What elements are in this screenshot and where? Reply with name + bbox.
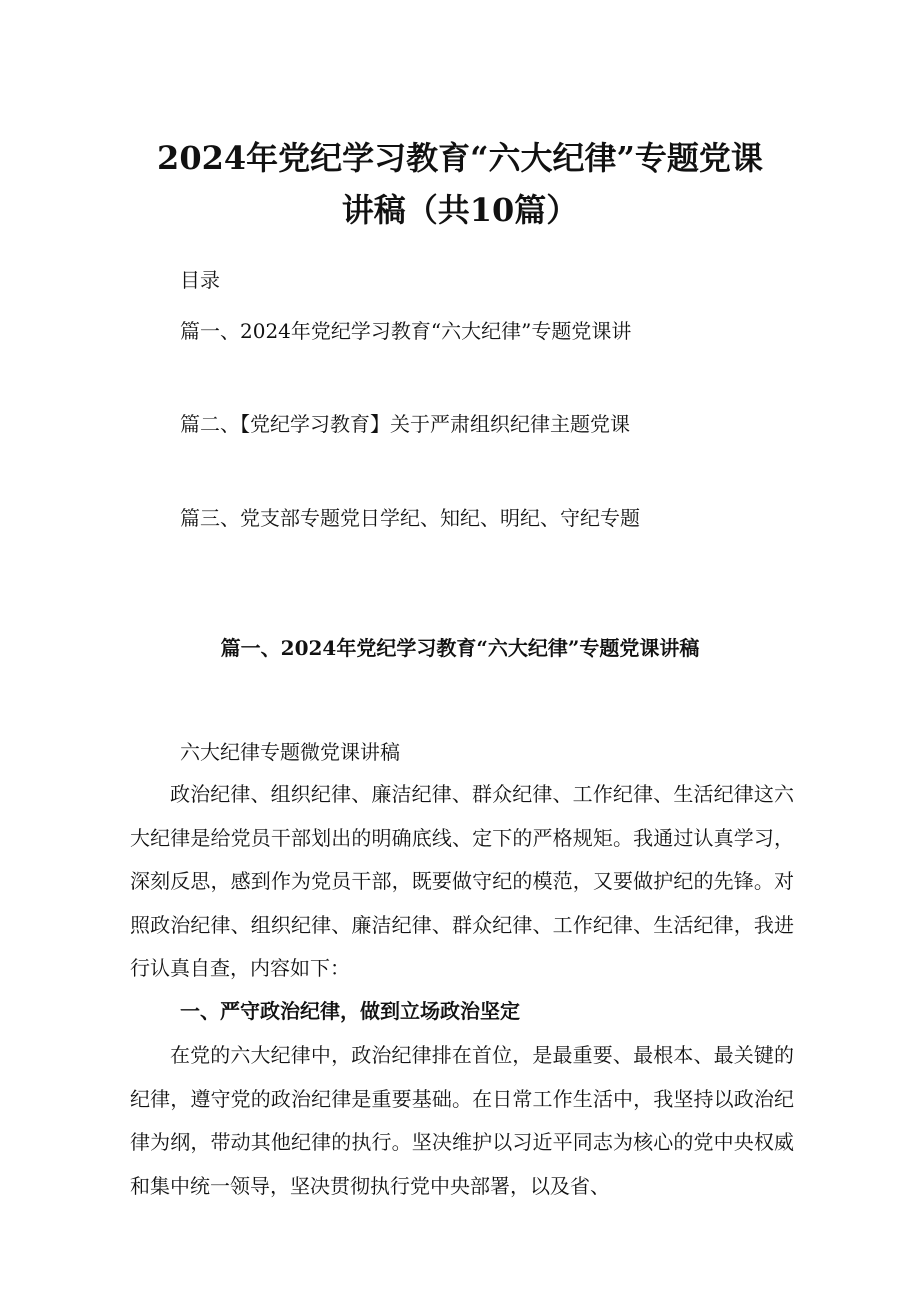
toc-heading: 目录 [180, 268, 220, 292]
document-title [120, 132, 800, 236]
toc-item: 篇一、2024年党纪学习教育“六大纪律”专题党课讲 [180, 319, 632, 343]
section-subtitle: 六大纪律专题微党课讲稿 [180, 740, 400, 764]
body-paragraph: 政治纪律、组织纪律、廉洁纪律、群众纪律、工作纪律、生活纪律这六大纪律是给党员干部划出的明确底线、定下的严格规矩。我通过认真学习，深刻反思，感到作为党员干部，既要做守纪的模范，又要做护纪的先锋。对照政治纪律、组织纪律、廉洁纪律、群众纪律、工作纪律、生活纪律，我进行认真自查，内容如下： [130, 782, 794, 980]
body-paragraph: 在党的六大纪律中，政治纪律排在首位，是最重要、最根本、最关键的纪律，遵守党的政治纪律是重要基础。在日常工作生活中，我坚持以政治纪律为纲，带动其他纪律的执行。坚决维护以习近平同志为核心的党中央权威和集中统一领导，坚决贯彻执行党中央部署，以及省、 [130, 1043, 794, 1198]
document-title-line1: 2024年党纪学习教育“六大纪律”专题党课 [157, 139, 763, 177]
toc-item: 篇三、党支部专题党日学纪、知纪、明纪、守纪专题 [180, 506, 640, 530]
section-title: 篇一、2024年党纪学习教育“六大纪律”专题党课讲稿 [220, 636, 700, 660]
document-title-line2: 讲稿（共10篇） [341, 191, 579, 229]
toc-item: 篇二、【党纪学习教育】关于严肃组织纪律主题党课 [180, 412, 630, 436]
section-heading: 一、严守政治纪律，做到立场政治坚定 [180, 999, 520, 1023]
